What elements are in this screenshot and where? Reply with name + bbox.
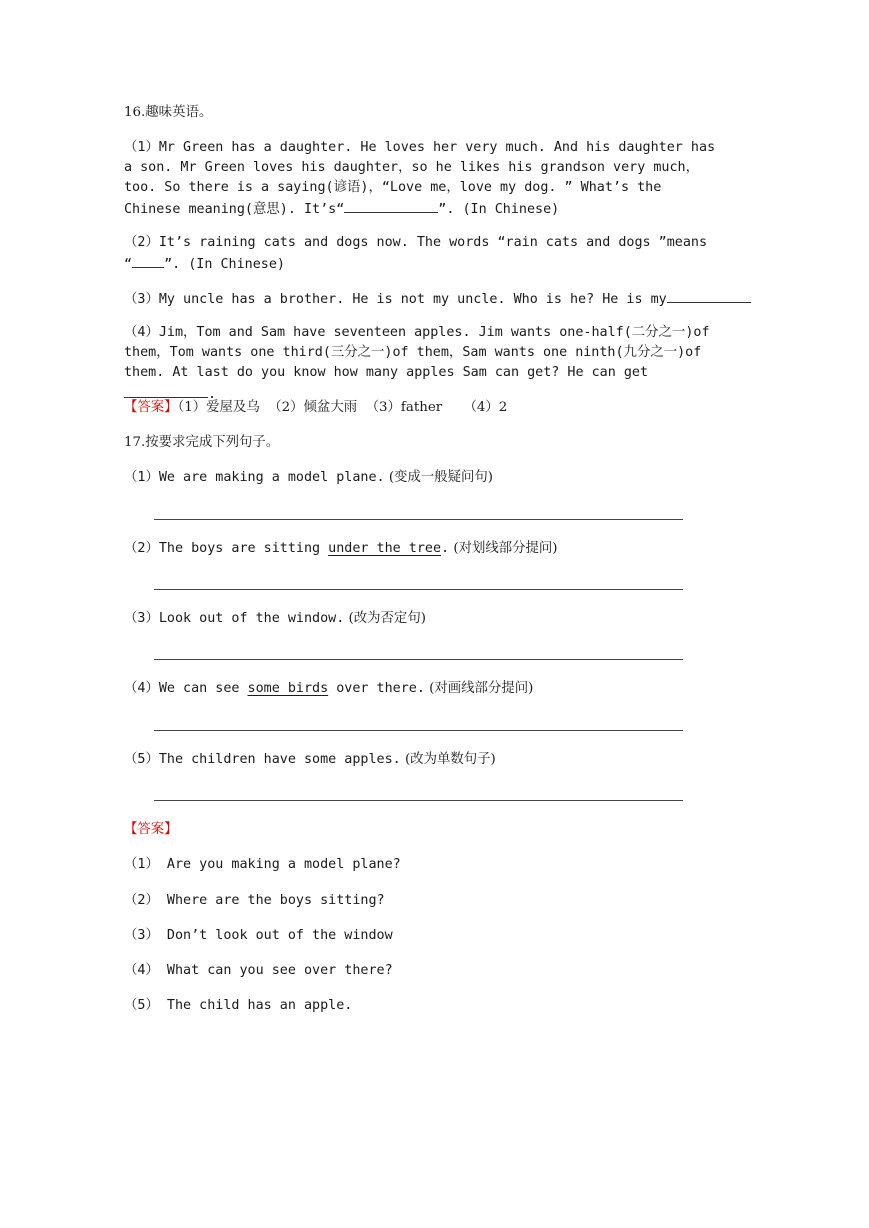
q17-item-5 (124, 750, 496, 770)
q17-item-1-num: （1） (124, 470, 159, 485)
q17-item-3 (124, 609, 426, 629)
q17-answer-tag: 【答案】 (124, 822, 178, 837)
q17-answer-3: （3） Don’t look out of the window (124, 928, 393, 943)
q17-item-4-text: We can see (158, 681, 248, 696)
q17-answer-1: （1） Are you making a model plane? (124, 857, 401, 872)
q17-item-2-underlined: under the tree (328, 541, 442, 556)
q16-title: 16.趣味英语。 (124, 105, 213, 120)
q17-item-4 (124, 679, 533, 699)
q17-item-3-num: （3） (124, 611, 159, 626)
q17-item-5-answer-line[interactable] (154, 800, 683, 801)
q16-part1-blank[interactable] (344, 198, 438, 213)
q17-item-2 (124, 539, 558, 559)
q17-item-1-answer-line[interactable] (154, 519, 683, 520)
q17-item-2-after: . (441, 541, 450, 556)
q16-part1-text: （1）Mr Green has a daughter. He loves her very much. And his daughter has a son. Mr Green loves his daughter，so he likes his grandson very much，too. So there is a saying(谚语)，“Love me，love my dog. ” What’s the Chinese meaning(意思). It’s“ (124, 140, 716, 217)
q17-item-5-instruction: (改为单数句子) (400, 752, 496, 767)
q17-item-3-text: Look out of the window. (158, 611, 345, 626)
q17-title: 17.按要求完成下列句子。 (124, 435, 280, 450)
q17-item-2-text: The boys are sitting (158, 541, 329, 556)
q17-item-5-num: （5） (124, 752, 159, 767)
q17-item-2-num: （2） (124, 541, 159, 556)
q17-item-4-answer-line[interactable] (154, 730, 683, 731)
q17-answer-2: （2） Where are the boys sitting? (124, 893, 385, 908)
q16-part3-text: （3）My uncle has a brother. He is not my uncle. Who is he? He is my (124, 292, 667, 307)
q16-part2-open-quote: “ (124, 257, 133, 272)
q17-answer-4: （4） What can you see over there? (124, 963, 393, 978)
q17-item-2-answer-line[interactable] (154, 589, 683, 590)
q17-item-3-answer-line[interactable] (154, 659, 683, 660)
q16-part1-end: ”. (In Chinese) (438, 202, 560, 217)
q16-part3-blank[interactable] (667, 288, 751, 303)
q16-part2-end: ”. (In Chinese) (164, 257, 285, 272)
q17-item-4-underlined: some birds (247, 681, 329, 696)
q16-part4-blank[interactable] (124, 383, 208, 398)
q17-item-1-text: We are making a model plane. (158, 470, 385, 485)
q16-part1 (124, 138, 724, 220)
q16-part4-end: . (208, 387, 217, 402)
q16-answer (124, 398, 507, 418)
q16-part3 (124, 288, 751, 310)
q17-item-1 (124, 468, 493, 488)
q16-part2-blank[interactable] (132, 253, 164, 268)
q17-item-4-instruction: (对画线部分提问) (424, 681, 534, 696)
q17-item-4-num: （4） (124, 681, 159, 696)
q17-item-5-text: The children have some apples. (158, 752, 401, 767)
q16-answer-tag: 【答案】 (124, 400, 178, 415)
q16-answer-text: （1）爱屋及乌 （2）倾盆大雨 （3）father （4）2 (177, 400, 508, 415)
q17-item-3-instruction: (改为否定句) (344, 611, 426, 626)
q16-part4-text: （4）Jim，Tom and Sam have seventeen apples. Jim wants one-half(二分之一)of them，Tom wants one third(三分之一)of them，Sam wants one ninth(九分之一)of them. At last do you know how many apples Sam can get? He can get (124, 325, 710, 380)
q17-answer-5: （5） The child has an apple. (124, 998, 353, 1013)
q17-item-4-after: over there. (328, 681, 425, 696)
q17-item-1-instruction: (变成一般疑问句) (384, 470, 494, 485)
q16-part4 (124, 323, 724, 405)
q16-part2-line1: （2）It’s raining cats and dogs now. The words “rain cats and dogs ”means (124, 235, 708, 250)
q17-item-2-instruction: (对划线部分提问) (449, 541, 558, 556)
q16-part2-line2 (124, 253, 285, 275)
